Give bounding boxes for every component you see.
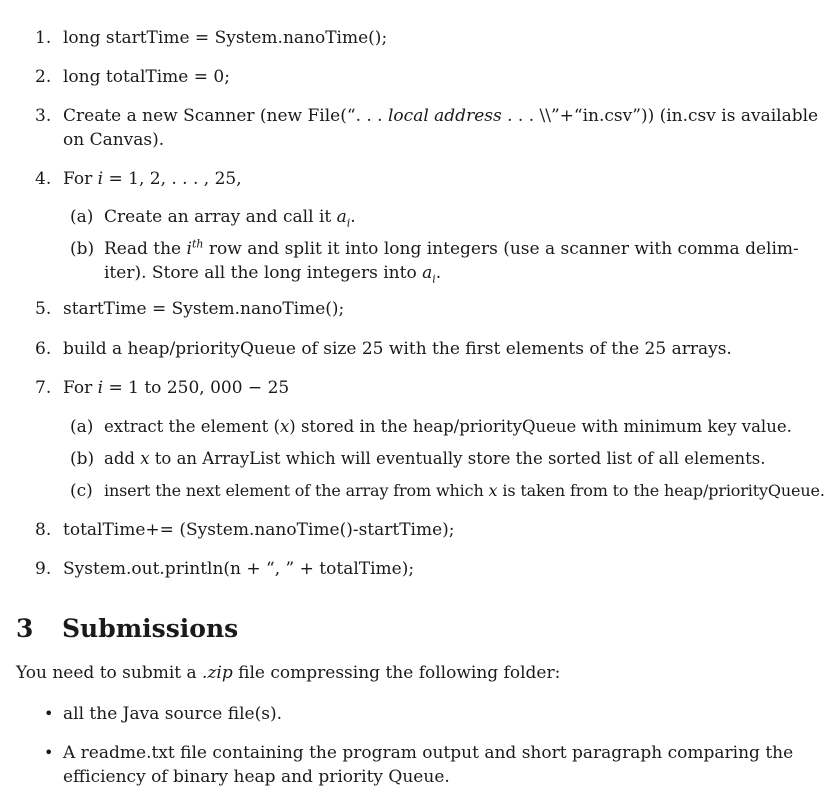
step-number: 6.	[35, 339, 52, 359]
step-text: build a heap/priorityQueue of size 25 with the first elements of the 25 arrays.	[63, 339, 732, 359]
bullet-text-line1: A readme.txt file containing the program output and short paragraph comparing the	[63, 743, 794, 763]
substep-label: (a)	[70, 207, 94, 227]
intro-paragraph: You need to submit a .zip file compressing the following folder:	[16, 663, 561, 683]
step-text-post: . . . \\”+“in.csv”)) (in.csv is available	[501, 106, 819, 126]
step-text: For i = 1 to 250, 000 − 25	[63, 378, 290, 398]
math-var: a	[422, 263, 433, 283]
substep-text: Create an array and call it $a_i$.	[104, 207, 356, 230]
local-address-em: local address	[382, 106, 502, 126]
math-var: i	[97, 378, 104, 398]
math-var: x	[279, 417, 290, 436]
step-text: For i = 1, 2, . . . , 25,	[63, 169, 242, 189]
step-number: 4.	[35, 169, 52, 189]
step-number: 3.	[35, 106, 52, 126]
step-number: 9.	[35, 559, 52, 579]
bullet-glyph: •	[44, 743, 54, 762]
step-text: System.out.println(n + “, ” + totalTime);	[63, 559, 415, 579]
math-var: x	[140, 449, 150, 468]
step-number: 5.	[35, 299, 52, 319]
step-number: 7.	[35, 378, 52, 398]
math-var: i	[97, 169, 104, 189]
step-number: 8.	[35, 520, 52, 540]
step-text: totalTime+= (System.nanoTime()-startTime);	[63, 520, 455, 540]
substep-text: add x to an ArrayList which will eventually store the sorted list of all elements.	[104, 449, 766, 468]
substep-label: (a)	[70, 417, 94, 437]
substep-text-line1: Read the $i^{th}$ row and split it into long integers (use a scanner with comma delim-	[104, 237, 799, 259]
substep-label: (b)	[70, 449, 95, 469]
substep-label: (b)	[70, 239, 95, 259]
substep-label: (c)	[70, 481, 93, 501]
step-text: startTime = System.nanoTime();	[63, 299, 345, 319]
math-var: i	[186, 239, 192, 259]
math-var: a	[336, 207, 347, 227]
substep-text: extract the element (x) stored in the heap/priorityQueue with minimum key value.	[104, 417, 792, 436]
section-number: 3	[16, 614, 34, 643]
step-text-pre: Create a new Scanner (new File(“. . .	[63, 106, 383, 126]
zip-em: .zip	[202, 663, 233, 683]
bullet-text: all the Java source file(s).	[63, 704, 282, 724]
step-text-line2: on Canvas).	[63, 130, 165, 150]
section-title: Submissions	[62, 614, 239, 643]
substep-text-line2: iter). Store all the long integers into $a_i$.	[104, 263, 442, 286]
bullet-text-line2: efficiency of binary heap and priority Queue.	[63, 767, 450, 787]
step-number: 2.	[35, 67, 52, 87]
math-var: x	[488, 481, 498, 500]
substep-text: insert the next element of the array from which x is taken from to the heap/priorityQueue.	[104, 481, 825, 500]
step-text: long totalTime = 0;	[63, 67, 230, 87]
bullet-glyph: •	[44, 704, 54, 723]
step-text-line1	[63, 104, 818, 128]
step-text: long startTime = System.nanoTime();	[63, 28, 388, 48]
step-number: 1.	[35, 28, 52, 48]
